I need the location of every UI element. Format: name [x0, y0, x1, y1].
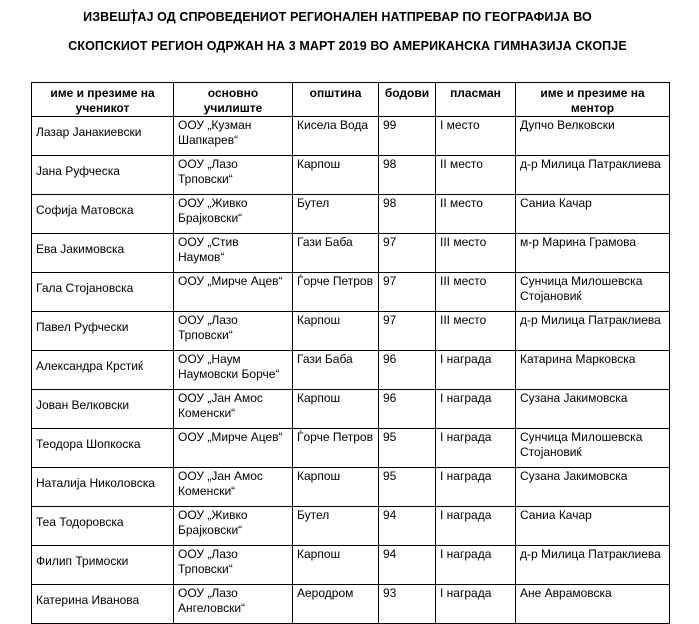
school-cell: ООУ „Живко Брајковски“ — [174, 195, 293, 234]
mentor-cell: Дупчо Велковски — [516, 117, 670, 156]
school-cell: ООУ „Јан Амос Коменски“ — [174, 390, 293, 429]
column-header-mentor: име и презиме на ментор — [516, 83, 670, 117]
student-cell: Ева Јакимовска — [32, 234, 174, 273]
column-header-placement: пласман — [436, 83, 516, 117]
school-cell: ООУ „Лазо Ангеловски“ — [174, 585, 293, 624]
placement-cell: I награда — [436, 585, 516, 624]
school-cell: ООУ „Мирче Ацев“ — [174, 273, 293, 312]
student-cell: Јана Руфческа — [32, 156, 174, 195]
points-cell: 95 — [379, 429, 436, 468]
placement-cell: III место — [436, 273, 516, 312]
column-header-municipality: општина — [293, 83, 379, 117]
points-cell: 98 — [379, 156, 436, 195]
school-cell: ООУ „Јан Амос Коменски“ — [174, 468, 293, 507]
table-row — [32, 156, 670, 195]
points-cell: 97 — [379, 234, 436, 273]
school-cell: ООУ „Живко Брајковски“ — [174, 507, 293, 546]
municipality-cell: Карпош — [293, 468, 379, 507]
student-cell: Филип Тримоски — [32, 546, 174, 585]
column-header-points: бодови — [379, 83, 436, 117]
placement-cell: I место — [436, 117, 516, 156]
municipality-cell: Бутел — [293, 507, 379, 546]
report-title-line-2: СКОПСКИОТ РЕГИОН ОДРЖАН НА 3 МАРТ 2019 ВО АМЕРИКАНСКА ГИМНАЗИЈА СКОПЈЕ — [68, 39, 627, 53]
points-cell: 96 — [379, 390, 436, 429]
student-cell: Александра Крстиќ — [32, 351, 174, 390]
mentor-cell: м-р Марина Грамова — [516, 234, 670, 273]
points-cell: 99 — [379, 117, 436, 156]
mentor-cell: Катарина Марковска — [516, 351, 670, 390]
student-cell: Наталија Николовска — [32, 468, 174, 507]
table-row — [32, 117, 670, 156]
table-row — [32, 507, 670, 546]
student-cell: Теа Тодоровска — [32, 507, 174, 546]
municipality-cell: Карпош — [293, 312, 379, 351]
placement-cell: I награда — [436, 351, 516, 390]
school-cell: ООУ „Лазо Трповски“ — [174, 312, 293, 351]
student-cell: Катерина Иванова — [32, 585, 174, 624]
points-cell: 95 — [379, 468, 436, 507]
placement-cell: I награда — [436, 546, 516, 585]
municipality-cell: Кисела Вода — [293, 117, 379, 156]
points-cell: 94 — [379, 507, 436, 546]
table-row — [32, 429, 670, 468]
placement-cell: II место — [436, 156, 516, 195]
placement-cell: I награда — [436, 429, 516, 468]
placement-cell: I награда — [436, 507, 516, 546]
municipality-cell: Ѓорче Петров — [293, 273, 379, 312]
school-cell: ООУ „Наум Наумовски Борче“ — [174, 351, 293, 390]
municipality-cell: Аеродром — [293, 585, 379, 624]
municipality-cell: Карпош — [293, 390, 379, 429]
placement-cell: III место — [436, 234, 516, 273]
mentor-cell: Саниа Качар — [516, 195, 670, 234]
student-cell: Гала Стојановска — [32, 273, 174, 312]
table-row — [32, 585, 670, 624]
points-cell: 97 — [379, 273, 436, 312]
mentor-cell: Ане Аврамовска — [516, 585, 670, 624]
municipality-cell: Карпош — [293, 546, 379, 585]
municipality-cell: Ѓорче Петров — [293, 429, 379, 468]
table-row — [32, 195, 670, 234]
mentor-cell: Сунчица Милошевска Стојановиќ — [516, 273, 670, 312]
school-cell: ООУ „Мирче Ацев“ — [174, 429, 293, 468]
school-cell: ООУ „Кузман Шапкарев“ — [174, 117, 293, 156]
mentor-cell: д-р Милица Патраклиева — [516, 312, 670, 351]
table-row — [32, 234, 670, 273]
placement-cell: I награда — [436, 390, 516, 429]
school-cell: ООУ „Лазо Трповски“ — [174, 156, 293, 195]
points-cell: 96 — [379, 351, 436, 390]
placement-cell: I награда — [436, 468, 516, 507]
table-row — [32, 546, 670, 585]
mentor-cell: Сузана Јакимовска — [516, 390, 670, 429]
school-cell: ООУ „Стив Наумов“ — [174, 234, 293, 273]
table-row — [32, 351, 670, 390]
column-header-school: основно училиште — [174, 83, 293, 117]
points-cell: 93 — [379, 585, 436, 624]
mentor-cell: Сузана Јакимовска — [516, 468, 670, 507]
table-header-row — [32, 83, 670, 117]
points-cell: 98 — [379, 195, 436, 234]
placement-cell: III место — [436, 312, 516, 351]
table-row — [32, 468, 670, 507]
student-cell: Лазар Јанакиевски — [32, 117, 174, 156]
table-row — [32, 390, 670, 429]
report-title-line-1: ИЗВЕШТАЈ ОД СПРОВЕДЕНИОТ РЕГИОНАЛЕН НАТПРЕВАР ПО ГЕОГРАФИЈА ВО — [83, 10, 592, 24]
mentor-cell: Саниа Качар — [516, 507, 670, 546]
placement-cell: II место — [436, 195, 516, 234]
student-cell: Софија Матовска — [32, 195, 174, 234]
points-cell: 94 — [379, 546, 436, 585]
municipality-cell: Гази Баба — [293, 351, 379, 390]
school-cell: ООУ „Лазо Трповски“ — [174, 546, 293, 585]
results-table — [31, 82, 670, 624]
mentor-cell: Сунчица Милошевска Стојановиќ — [516, 429, 670, 468]
municipality-cell: Карпош — [293, 156, 379, 195]
mentor-cell: д-р Милица Патраклиева — [516, 546, 670, 585]
municipality-cell: Гази Баба — [293, 234, 379, 273]
points-cell: 97 — [379, 312, 436, 351]
mentor-cell: д-р Милица Патраклиева — [516, 156, 670, 195]
table-row — [32, 312, 670, 351]
student-cell: Јован Велковски — [32, 390, 174, 429]
student-cell: Павел Руфчески — [32, 312, 174, 351]
municipality-cell: Бутел — [293, 195, 379, 234]
table-row — [32, 273, 670, 312]
column-header-student: име и презиме на ученикот — [32, 83, 174, 117]
student-cell: Теодора Шопкоска — [32, 429, 174, 468]
